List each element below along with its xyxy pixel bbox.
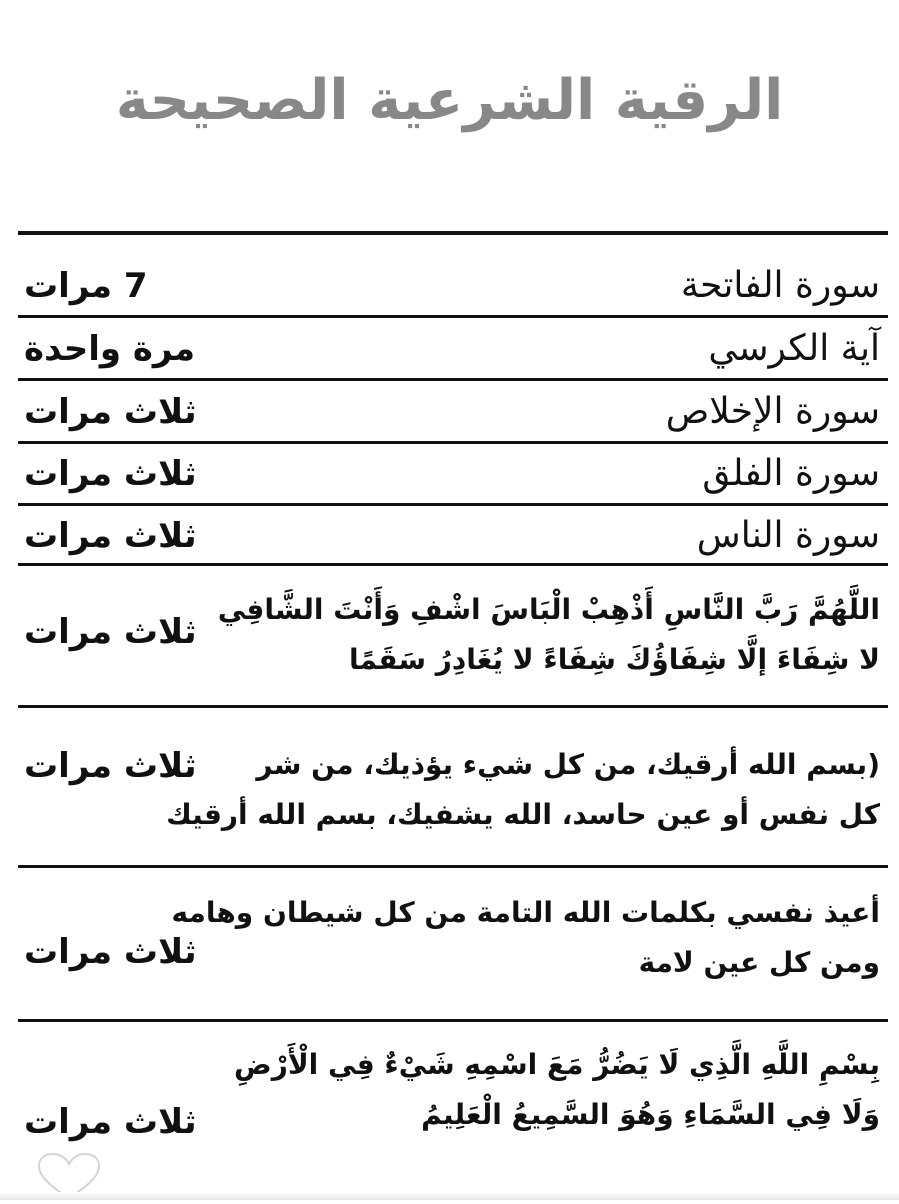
- supplication-line: (بسم الله أرقيك، من كل شيء يؤذيك، من شر: [256, 748, 880, 781]
- supplication-count: ثلاث مرات: [24, 1102, 197, 1142]
- divider: [18, 231, 888, 235]
- page-title: الرقية الشرعية الصحيحة: [115, 68, 784, 133]
- item-count: ثلاث مرات: [24, 392, 197, 432]
- divider: [18, 563, 888, 566]
- divider: [18, 1019, 888, 1022]
- bottom-edge: [0, 1192, 899, 1200]
- supplication-line: بِسْمِ اللَّهِ الَّذِي لَا يَضُرُّ مَعَ اسْمِهِ شَيْءٌ فِي الْأَرْضِ: [234, 1048, 880, 1081]
- supplication-line: وَلَا فِي السَّمَاءِ وَهُوَ السَّمِيعُ الْعَلِيمُ: [421, 1098, 880, 1131]
- item-count: ثلاث مرات: [24, 516, 197, 556]
- divider: [18, 865, 888, 868]
- divider: [18, 705, 888, 708]
- divider: [18, 503, 888, 506]
- divider: [18, 378, 888, 381]
- item-count: 7 مرات: [24, 266, 148, 306]
- item-name: سورة الفاتحة: [680, 265, 880, 306]
- divider: [18, 441, 888, 444]
- item-count: ثلاث مرات: [24, 454, 197, 494]
- supplication-line: كل نفس أو عين حاسد، الله يشفيك، بسم الله أرقيك: [166, 798, 880, 831]
- supplication-line: لا شِفَاءَ إلَّا شِفَاؤُكَ شِفَاءً لا يُغَادِرُ سَقَمًا: [349, 643, 880, 676]
- supplication-count: ثلاث مرات: [24, 746, 197, 786]
- supplication-count: ثلاث مرات: [24, 612, 197, 652]
- supplication-count: ثلاث مرات: [24, 932, 197, 972]
- supplication-line: ومن كل عين لامة: [638, 946, 880, 979]
- item-name: سورة الفلق: [702, 453, 880, 494]
- supplication-line: أعيذ نفسي بكلمات الله التامة من كل شيطان وهامه: [171, 896, 880, 929]
- item-count: مرة واحدة: [24, 329, 196, 369]
- divider: [18, 315, 888, 318]
- item-name: سورة الإخلاص: [665, 391, 880, 432]
- item-name: آية الكرسي: [708, 328, 880, 369]
- item-name: سورة الناس: [696, 515, 880, 556]
- supplication-line: اللَّهُمَّ رَبَّ النَّاسِ أَذْهِبْ الْبَاسَ اشْفِ وَأَنْتَ الشَّافِي: [217, 593, 880, 626]
